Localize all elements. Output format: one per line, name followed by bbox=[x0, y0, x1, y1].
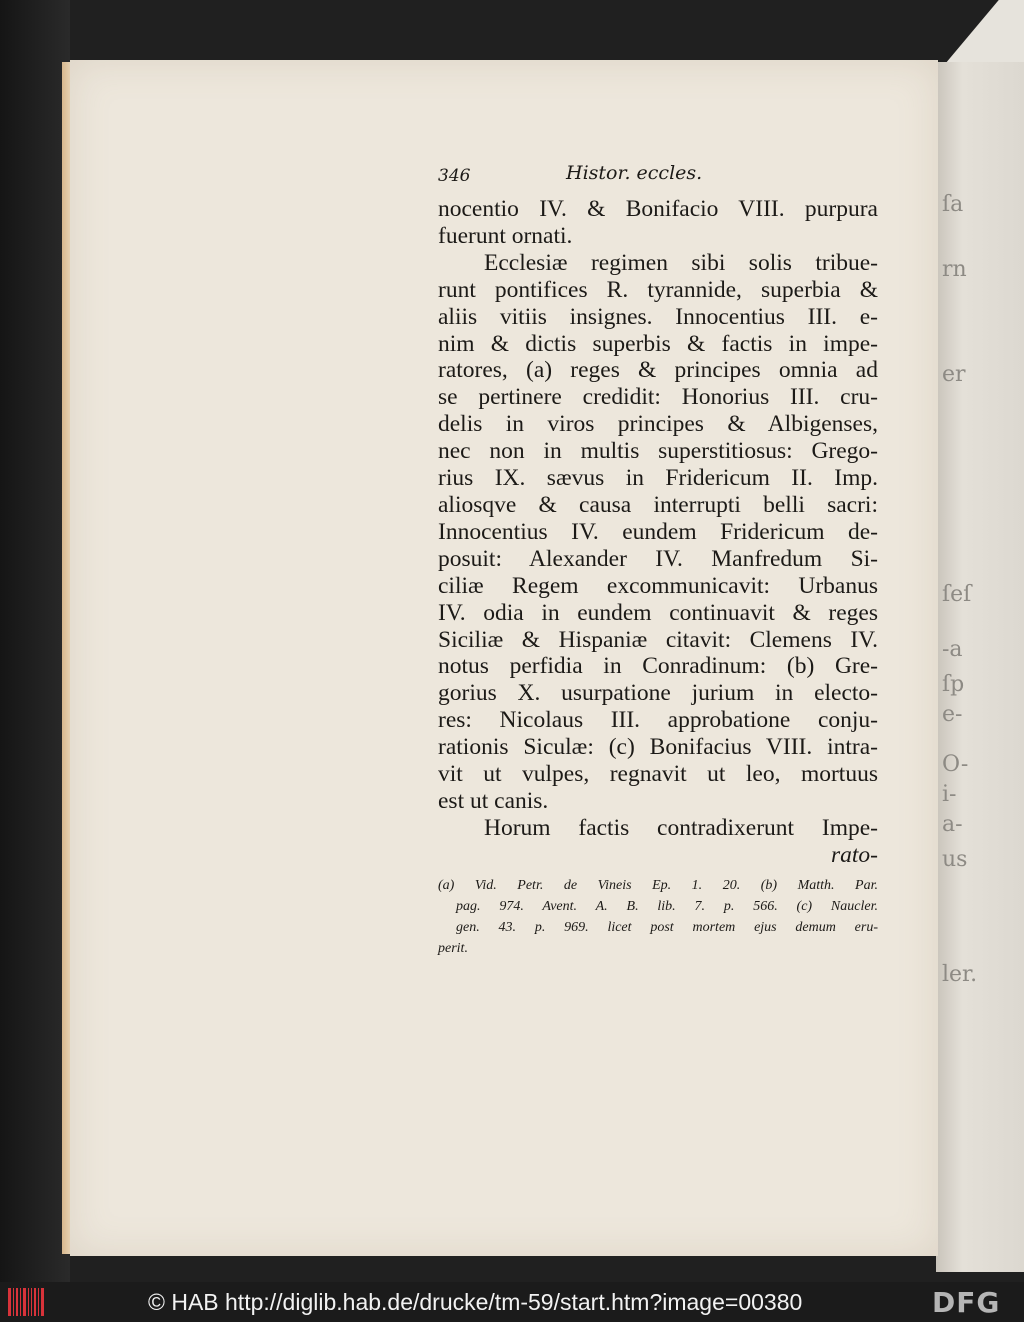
text-line: gorius X. usurpatione jurium in electo- bbox=[438, 680, 878, 707]
copyright-link[interactable]: © HAB http://diglib.hab.de/drucke/tm-59/start.htm?image=00380 bbox=[148, 1289, 803, 1315]
text-line: Siciliæ & Hispaniæ citavit: Clemens IV. bbox=[438, 626, 878, 653]
scanner-background bbox=[0, 0, 70, 1282]
text-line: se pertinere credidit: Honorius III. cru- bbox=[438, 384, 878, 411]
logo-bar bbox=[16, 1288, 18, 1316]
next-page-fragment: a- bbox=[942, 812, 963, 837]
footnote-line: pag. 974. Avent. A. B. lib. 7. p. 566. (c) Naucler. bbox=[456, 898, 878, 914]
footnote-line: (a) Vid. Petr. de Vineis Ep. 1. 20. (b) Matth. Par. bbox=[438, 877, 878, 893]
text-line: rius IX. sævus in Fridericum II. Imp. bbox=[438, 465, 878, 492]
text-line: rationis Siculæ: (c) Bonifacius VIII. intra- bbox=[438, 734, 878, 761]
text-line: vit ut vulpes, regnavit ut leo, mortuus bbox=[438, 761, 878, 788]
text-line: nec non in multis superstitiosus: Grego- bbox=[438, 438, 878, 465]
next-page-edge bbox=[936, 62, 1024, 1272]
text-line: Horum factis contradixerunt Impe- bbox=[484, 814, 878, 841]
hab-logo bbox=[8, 1288, 48, 1316]
text-line: ratores, (a) reges & principes omnia ad bbox=[438, 357, 878, 384]
running-head bbox=[438, 162, 878, 196]
text-line: notus perfidia in Conradinum: (b) Gre- bbox=[438, 653, 878, 680]
next-page-fragment: ſp bbox=[942, 672, 965, 697]
logo-bar bbox=[23, 1288, 26, 1316]
viewer-footer bbox=[0, 1282, 1024, 1322]
logo-bar bbox=[34, 1288, 36, 1316]
logo-bar bbox=[8, 1288, 11, 1316]
text-line: nocentio IV. & Bonifacio VIII. purpura bbox=[438, 196, 878, 222]
next-page-fragment: ler. bbox=[942, 962, 978, 987]
running-head-title: Histor. eccles. bbox=[566, 162, 703, 184]
text-line: IV. odia in eundem continuavit & reges bbox=[438, 599, 878, 626]
text-line: aliis vitiis insignes. Innocentius III. e- bbox=[438, 303, 878, 330]
text-line: aliosqve & causa interrupti belli sacri: bbox=[438, 491, 878, 518]
text-line: Innocentius IV. eundem Fridericum de- bbox=[438, 518, 878, 545]
next-page-corner bbox=[940, 0, 1024, 70]
footnote-line: perit. bbox=[438, 940, 468, 956]
next-page-fragment: -a bbox=[942, 637, 963, 662]
logo-bar bbox=[41, 1288, 44, 1316]
page-text-block bbox=[438, 162, 878, 959]
text-line: res: Nicolaus III. approbatione conju- bbox=[438, 707, 878, 734]
footnotes bbox=[438, 875, 878, 959]
next-page-fragment: rn bbox=[942, 257, 967, 282]
logo-bar bbox=[13, 1288, 14, 1316]
next-page-fragment: er bbox=[942, 362, 966, 387]
text-line: Ecclesiæ regimen sibi solis tribue- bbox=[484, 249, 878, 276]
page-number: 346 bbox=[438, 166, 471, 186]
text-line: rato- bbox=[831, 841, 878, 868]
footnote-line: gen. 43. p. 969. licet post mortem ejus demum eru- bbox=[456, 919, 878, 935]
text-line: runt pontifices R. tyrannide, superbia & bbox=[438, 276, 878, 303]
text-line: nim & dictis superbis & factis in impe- bbox=[438, 330, 878, 357]
next-page-fragment: i- bbox=[942, 782, 957, 807]
next-page-fragment: O- bbox=[942, 752, 969, 777]
logo-bar bbox=[38, 1288, 39, 1316]
logo-bar bbox=[28, 1288, 29, 1316]
next-page-fragment: e- bbox=[942, 702, 963, 727]
logo-bar bbox=[20, 1288, 21, 1316]
text-line: fuerunt ornati. bbox=[438, 222, 573, 249]
next-page-fragment: ſeſ bbox=[942, 582, 972, 607]
text-line: est ut canis. bbox=[438, 787, 549, 814]
logo-bar bbox=[31, 1288, 32, 1316]
body-text bbox=[438, 196, 878, 869]
text-line: ciliæ Regem excommunicavit: Urbanus bbox=[438, 572, 878, 599]
next-page-fragment: us bbox=[942, 847, 968, 872]
text-line: delis in viros principes & Albigenses, bbox=[438, 411, 878, 438]
text-line: posuit: Alexander IV. Manfredum Si- bbox=[438, 545, 878, 572]
next-page-fragment: ſa bbox=[942, 192, 964, 217]
dfg-logo: DFG bbox=[932, 1286, 1001, 1319]
